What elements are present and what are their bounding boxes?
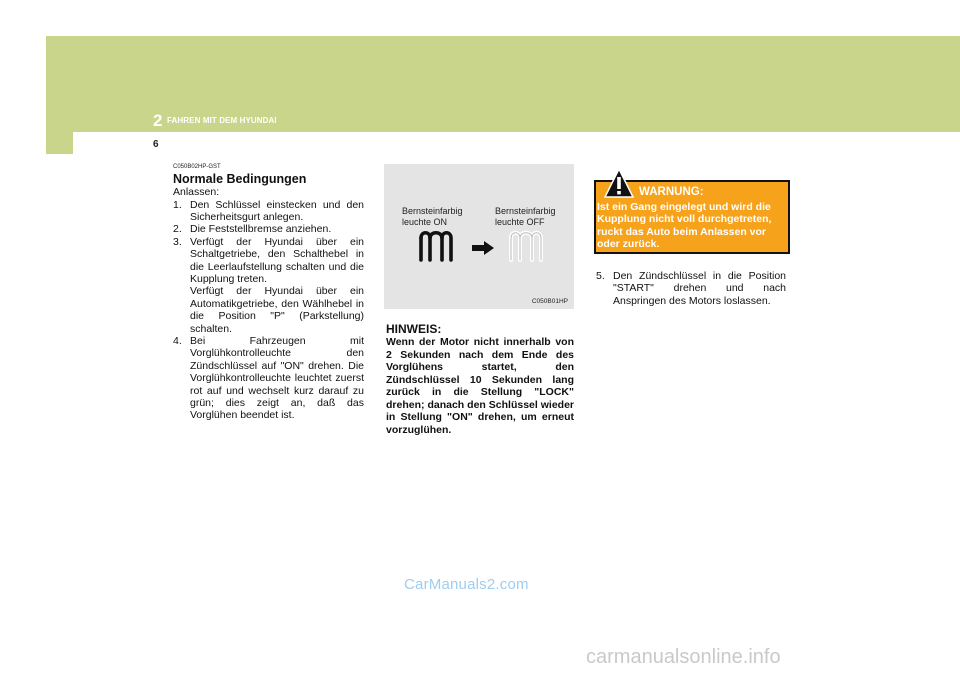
label-on-line: leuchte ON: [402, 217, 448, 227]
label-off: [495, 206, 556, 228]
chapter-number: 2: [153, 111, 163, 130]
label-on: [402, 206, 463, 228]
step-number: 5.: [596, 270, 605, 282]
list-item: [173, 236, 364, 335]
step-text: Bei Fahrzeugen mit Vorglühkontrolleuchte den Zündschlüssel auf "ON" drehen. Die Vorglühkontrolleuchte leuchtet zuerst rot auf und wechselt kurz darauf zu grün; dies zeigt an, daß das Vorglühen beendet ist.: [190, 334, 364, 422]
list-item: [173, 223, 364, 235]
step-number: 3.: [173, 235, 182, 248]
glow-plug-indicator-off-icon: [508, 230, 544, 264]
step-number: 2.: [173, 223, 182, 236]
label-off-line: leuchte OFF: [495, 217, 545, 227]
step-text: Verfügt der Hyundai über ein Automatikgetriebe, den Wählhebel in die Position "P" (Parkstellung) schalten.: [190, 285, 364, 335]
page-number-badge: [142, 133, 176, 159]
arrow-right-icon: [472, 241, 494, 255]
list-item: [173, 199, 364, 224]
note-block: [386, 322, 574, 436]
glow-plug-indicator-on-icon: [418, 230, 454, 264]
step-number: 4.: [173, 334, 182, 347]
list-item: [173, 335, 364, 422]
section-code: C050B02HP-GST: [173, 164, 221, 170]
warning-triangle-icon: [604, 168, 634, 198]
step-text: Verfügt der Hyundai über ein Schaltgetriebe, den Schalthebel in die Leerlaufstellung schalten und die Kupplung treten.: [190, 235, 364, 285]
glow-indicator-figure: [384, 164, 574, 309]
step-text: Den Schlüssel einstecken und den Sicherheitsgurt anlegen.: [190, 198, 364, 223]
step-5: [596, 270, 786, 307]
page-number: 6: [153, 139, 159, 150]
watermark-link[interactable]: CarManuals2.com: [404, 576, 529, 593]
section-intro: Anlassen:: [173, 186, 220, 198]
step-text: Den Zündschlüssel in die Position "START" drehen und nach Anspringen des Motors loslassen.: [613, 270, 786, 307]
note-text: Wenn der Motor nicht innerhalb von 2 Sekunden nach dem Ende des Vorglühens startet, den Zündschlüssel 10 Sekunden lang zurück in die Stellung "LOCK" drehen; danach den Schlüssel wieder in Stellung "ON" drehen, um erneut vorzuglühen.: [386, 336, 574, 436]
chapter-title: FAHREN MIT DEM HYUNDAI: [167, 116, 277, 125]
step-text: Die Feststellbremse anziehen.: [190, 223, 332, 236]
warning-text: Ist ein Gang eingelegt und wird die Kupplung nicht voll durchgetreten, ruckt das Auto beim Anlassen vor oder zurück.: [597, 201, 772, 250]
header-band-tab: [46, 132, 73, 154]
figure-code: C050B01HP: [531, 298, 568, 305]
label-on-line: Bernsteinfarbig: [402, 206, 463, 216]
label-off-line: Bernsteinfarbig: [495, 206, 556, 216]
starting-section: [173, 164, 364, 422]
watermark-footer: carmanualsonline.info: [586, 646, 781, 668]
warning-title: WARNUNG:: [639, 186, 704, 198]
steps-list: [173, 199, 364, 422]
note-title: HINWEIS:: [386, 322, 442, 336]
step-number: 1.: [173, 198, 182, 211]
section-heading: Normale Bedingungen: [173, 172, 307, 186]
